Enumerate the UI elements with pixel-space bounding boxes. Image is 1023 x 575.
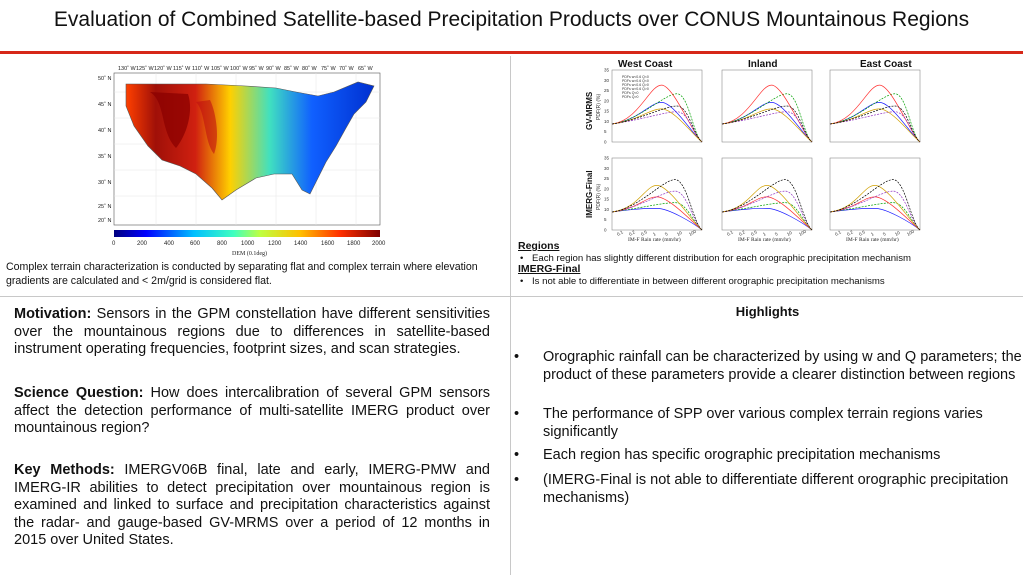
- horizontal-divider: [0, 296, 1023, 297]
- row-title-imerg: IMERG-Final: [585, 170, 594, 218]
- x-tick-label: 5: [664, 231, 669, 237]
- lat-label: 25˚ N: [98, 204, 112, 210]
- x-tick-label: 100: [688, 228, 698, 237]
- lon-label: 100˚ W: [230, 66, 248, 72]
- colorbar-tick: 1600: [321, 241, 335, 247]
- pdf-panel: [722, 70, 812, 142]
- x-tick-label: 0.1: [834, 229, 842, 237]
- y-tick-label: 10: [604, 206, 610, 212]
- regions-notes: [518, 241, 1018, 287]
- x-tick-label: 10: [786, 230, 793, 237]
- x-tick-label: 5: [882, 231, 887, 237]
- imerg-final-bullet: • Is not able to differentiate in between different orographic precipitation mechanisms: [518, 276, 1018, 288]
- y-tick-label: 35: [604, 155, 610, 161]
- colorbar-tick: 0: [112, 241, 116, 247]
- x-tick-label: 10: [676, 230, 683, 237]
- highlights-title: Highlights: [735, 304, 800, 319]
- lon-label: 110˚ W: [192, 66, 210, 72]
- x-tick-label: 0.1: [616, 229, 624, 237]
- highlight-item: • Orographic rainfall can be characterized by using w and Q parameters; the product of these parameters provide a clearer distinction between regions: [514, 349, 1022, 383]
- lat-label: 40˚ N: [98, 128, 112, 134]
- key-methods-label: Key Methods:: [14, 462, 115, 478]
- legend-entry: PDFs w>0.6 Q<0: [622, 79, 649, 83]
- title-underline: [0, 51, 1023, 54]
- highlight-text: (IMERG-Final is not able to differentiate different orographic precipitation mechanisms): [543, 472, 1009, 506]
- column-title-east: East Coast: [860, 59, 912, 70]
- y-tick-label: 30: [604, 77, 610, 83]
- highlight-item: • (IMERG-Final is not able to differentiate different orographic precipitation mechanisms): [514, 472, 1009, 506]
- colorbar-label: DEM (0.1deg): [232, 251, 267, 257]
- y-tick-label: 35: [604, 67, 610, 73]
- pdf-panel: [612, 158, 702, 230]
- lat-label: 20˚ N: [98, 218, 112, 224]
- regions-bullet: • Each region has slightly different distribution for each orographic precipitation mechanism: [518, 253, 1018, 265]
- lon-label: 130˚ W: [118, 66, 136, 72]
- legend-entry: PDFs w>0.6 Q>0: [622, 87, 649, 91]
- pdf-grid-figure: [520, 58, 1010, 242]
- y-tick-label: 15: [604, 196, 610, 202]
- terrain-caption: Complex terrain characterization is conducted by separating flat and complex terrain where elevation gradients are calculated and < 2m/grid is considered flat.: [6, 261, 478, 287]
- lon-label: 120˚ W: [154, 66, 172, 72]
- x-tick-label: 100: [906, 228, 916, 237]
- lon-label: 115˚ W: [173, 66, 191, 72]
- y-axis-label: PDF(R) (%): [596, 183, 602, 210]
- key-methods-block: [14, 462, 490, 550]
- column-title-inland: Inland: [748, 59, 778, 70]
- pdf-panel: [830, 70, 920, 142]
- x-tick-label: 0.5: [750, 229, 758, 237]
- colorbar-tick: 1800: [347, 241, 361, 247]
- y-tick-label: 0: [604, 139, 607, 145]
- highlight-text: Orographic rainfall can be characterized by using w and Q parameters; the product of these parameters provide a clearer distinction between regions: [543, 349, 1022, 383]
- lat-label: 30˚ N: [98, 180, 112, 186]
- lon-label: 65˚ W: [358, 66, 373, 72]
- science-question-text: How does intercalibration of several GPM sensors affect the detection performance of multi-satellite IMERG product over mountainous region?: [14, 385, 490, 436]
- y-tick-label: 30: [604, 165, 610, 171]
- x-tick-label: 0.5: [858, 229, 866, 237]
- key-methods-text: IMERGV06B final, late and early, IMERG-PMW and IMERG-IR abilities to detect precipitation over mountainous region is examined and linked to surface and precipitation characteristics against the radar- and gauge-based GV-MRMS over a period of 12 months in 2015 over United States.: [14, 462, 490, 548]
- legend-entry: PDFs w<0.6 Q<0: [622, 75, 649, 79]
- motivation-block: [14, 306, 490, 359]
- lon-label: 80˚ W: [302, 66, 317, 72]
- pdf-panel: [722, 158, 812, 230]
- highlight-item: • The performance of SPP over various complex terrain regions varies significantly: [514, 406, 983, 440]
- colorbar-tick: 1000: [241, 241, 255, 247]
- legend-entry: PDFs Q<0: [622, 91, 639, 95]
- vertical-divider: [510, 56, 511, 575]
- y-tick-label: 20: [604, 186, 610, 192]
- lat-label: 45˚ N: [98, 102, 112, 108]
- lon-label: 95˚ W: [249, 66, 264, 72]
- colorbar-tick: 800: [217, 241, 228, 247]
- motivation-label: Motivation:: [14, 306, 92, 322]
- colorbar-tick: 2000: [372, 241, 386, 247]
- y-tick-label: 25: [604, 88, 610, 94]
- x-axis-label: IM-F Rain rate (mm/hr): [738, 237, 791, 242]
- y-tick-label: 25: [604, 176, 610, 182]
- lat-label: 35˚ N: [98, 154, 112, 160]
- x-tick-label: 0.2: [846, 229, 854, 237]
- x-tick-label: 5: [774, 231, 779, 237]
- poster-title: Evaluation of Combined Satellite-based Precipitation Products over CONUS Mountainous Regions: [53, 8, 970, 31]
- highlight-text: Each region has specific orographic precipitation mechanisms: [543, 447, 941, 463]
- y-tick-label: 5: [604, 129, 607, 135]
- motivation-text: Sensors in the GPM constellation have different sensitivities over the mountainous regions due to differences in satellite-based instrument operating frequencies, footprint sizes, and scan strategies.: [14, 306, 490, 357]
- row-title-gv-mrms: GV-MRMS: [585, 91, 594, 130]
- lon-label: 105˚ W: [211, 66, 229, 72]
- x-tick-label: 0.2: [628, 229, 636, 237]
- colorbar-tick: 1400: [294, 241, 308, 247]
- y-tick-label: 0: [604, 227, 607, 233]
- pdf-panel: [830, 158, 920, 230]
- science-question-label: Science Question:: [14, 385, 144, 401]
- x-tick-label: 0.5: [640, 229, 648, 237]
- y-tick-label: 10: [604, 118, 610, 124]
- highlight-item: • Each region has specific orographic precipitation mechanisms: [514, 447, 941, 463]
- x-tick-label: 1: [762, 231, 767, 237]
- y-tick-label: 20: [604, 98, 610, 104]
- y-axis-label: PDF(R) (%): [596, 93, 602, 120]
- x-tick-label: 1: [870, 231, 875, 237]
- lon-label: 85˚ W: [284, 66, 299, 72]
- dem-map-figure: [96, 62, 406, 262]
- regions-heading: Regions: [518, 240, 560, 252]
- x-tick-label: 10: [894, 230, 901, 237]
- x-axis-label: IM-F Rain rate (mm/hr): [846, 237, 899, 242]
- y-tick-label: 5: [604, 217, 607, 223]
- x-tick-label: 100: [798, 228, 808, 237]
- x-tick-label: 1: [652, 231, 657, 237]
- legend-entry: PDFs Q>0: [622, 95, 639, 99]
- legend-entry: PDFs w<0.6 Q>0: [622, 83, 649, 87]
- colorbar-tick: 400: [164, 241, 175, 247]
- science-question-block: [14, 385, 490, 438]
- imerg-final-heading: IMERG-Final: [518, 263, 581, 275]
- lon-label: 75˚ W: [321, 66, 336, 72]
- lon-label: 90˚ W: [266, 66, 281, 72]
- colorbar-tick: 200: [137, 241, 148, 247]
- colorbar-tick: 1200: [268, 241, 282, 247]
- x-tick-label: 0.1: [726, 229, 734, 237]
- x-axis-label: IM-F Rain rate (mm/hr): [628, 237, 681, 242]
- colorbar-tick: 600: [190, 241, 201, 247]
- x-tick-label: 0.2: [738, 229, 746, 237]
- lat-label: 50˚ N: [98, 76, 112, 82]
- column-title-west: West Coast: [618, 59, 673, 70]
- lon-label: 125˚ W: [136, 66, 154, 72]
- y-tick-label: 15: [604, 108, 610, 114]
- highlight-text: The performance of SPP over various complex terrain regions varies significantly: [543, 406, 983, 440]
- lon-label: 70˚ W: [339, 66, 354, 72]
